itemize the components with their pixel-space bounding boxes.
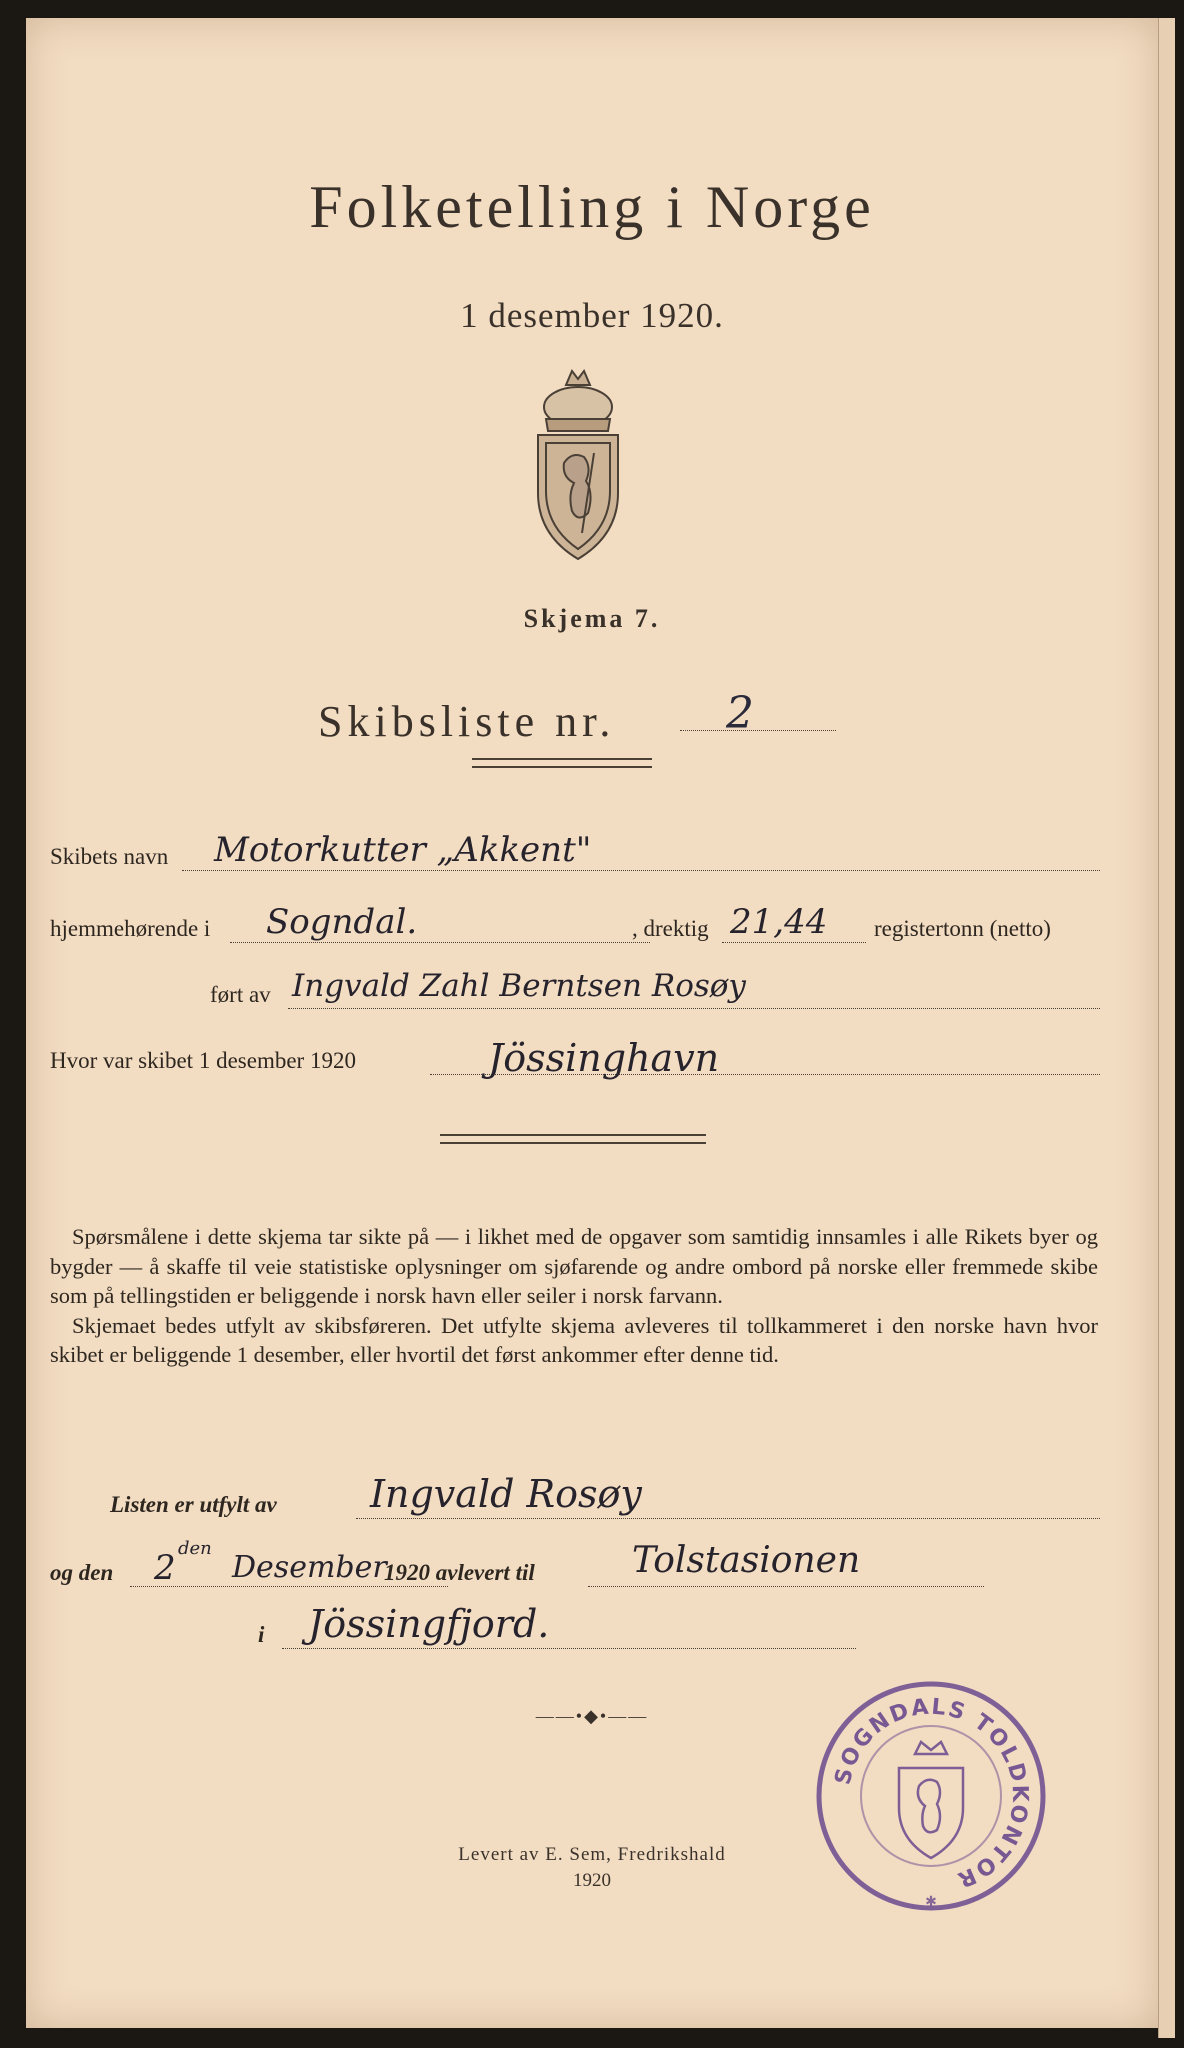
captain-value: Ingvald Zahl Berntsen Rosøy [292, 968, 746, 1004]
filled-by-label: Listen er utfylt av [110, 1492, 277, 1517]
tonnage-unit: registertonn (netto) [874, 916, 1051, 941]
ship-list-number-line [680, 730, 836, 731]
delivered-to-value: Tolstasionen [632, 1540, 861, 1581]
filled-by-line [356, 1518, 1100, 1519]
home-port-line [230, 942, 650, 943]
delivered-to-line [588, 1586, 984, 1587]
date-day-suffix: den [178, 1538, 212, 1559]
year-and-delivered-label: 1920 avlevert til [384, 1560, 535, 1585]
place-line [282, 1648, 856, 1649]
date-label: og den [50, 1560, 114, 1585]
tonnage-line [722, 942, 866, 943]
form-number: Skjema 7. [523, 604, 661, 633]
double-rule [472, 758, 652, 768]
location-label: Hvor var skibet 1 desember 1920 [50, 1048, 356, 1073]
captain-label: ført av [210, 982, 271, 1007]
location-value: Jössinghavn [488, 1036, 720, 1080]
ship-name-label: Skibets navn [50, 844, 169, 869]
svg-text:✱: ✱ [925, 1894, 937, 1910]
date-day: 2 [154, 1548, 176, 1588]
ship-list-label: Skibsliste nr. [318, 697, 616, 746]
printer-year: 1920 [573, 1870, 611, 1891]
census-form-sheet [26, 18, 1158, 2028]
ship-name-line [182, 870, 1100, 871]
printer-line: Levert av E. Sem, Fredrikshald [458, 1844, 726, 1865]
svg-text:SOGNDALS TOLDKONTOR: SOGNDALS TOLDKONTOR [830, 1694, 1033, 1893]
ship-name-value: Motorkutter „Akkent" [214, 830, 592, 870]
form-title: Folketelling i Norge [309, 174, 875, 240]
home-port-value: Sogndal. [266, 902, 418, 942]
date-month: Desember [232, 1550, 387, 1585]
tonnage-value: 21,44 [730, 902, 828, 942]
ornament-divider: ——•◆•—— [535, 1706, 649, 1726]
date-line [130, 1586, 448, 1587]
captain-line [288, 1008, 1100, 1009]
ship-list-number: 2 [726, 688, 754, 739]
customs-office-stamp-icon [811, 1676, 1051, 1916]
place-label: i [258, 1622, 265, 1647]
instructions-paragraph-2: Skjemaet bedes utfylt av skibsføreren. Det utfylte skjema avleveres til tollkammeret i den norske havn hvor skibet er beliggende 1 desember, eller hvortil det først ankommer efter denne tid. [50, 1312, 1098, 1367]
instructions-paragraph-1: Spørsmålene i dette skjema tar sikte på — i likhet med de opgaver som samtidig innsamles i alle Rikets byer og bygder — å skaffe til veie statistiske oplysninger om sjøfarende og andre ombord på norske eller fremmede skibe som på tellingstiden er beliggende i norsk havn eller seiler i norsk farvann. [50, 1224, 1098, 1308]
page-edge [1158, 18, 1175, 2038]
tonnage-label: , drektig [632, 916, 709, 941]
home-port-label: hjemmehørende i [50, 916, 211, 941]
filled-by-value: Ingvald Rosøy [370, 1472, 642, 1516]
place-value: Jössingfjord. [308, 1602, 550, 1646]
instructions-text [50, 1222, 1098, 1370]
double-rule-2 [440, 1134, 706, 1144]
census-date: 1 desember 1920. [460, 296, 724, 335]
norwegian-coat-of-arms-icon [528, 363, 628, 563]
